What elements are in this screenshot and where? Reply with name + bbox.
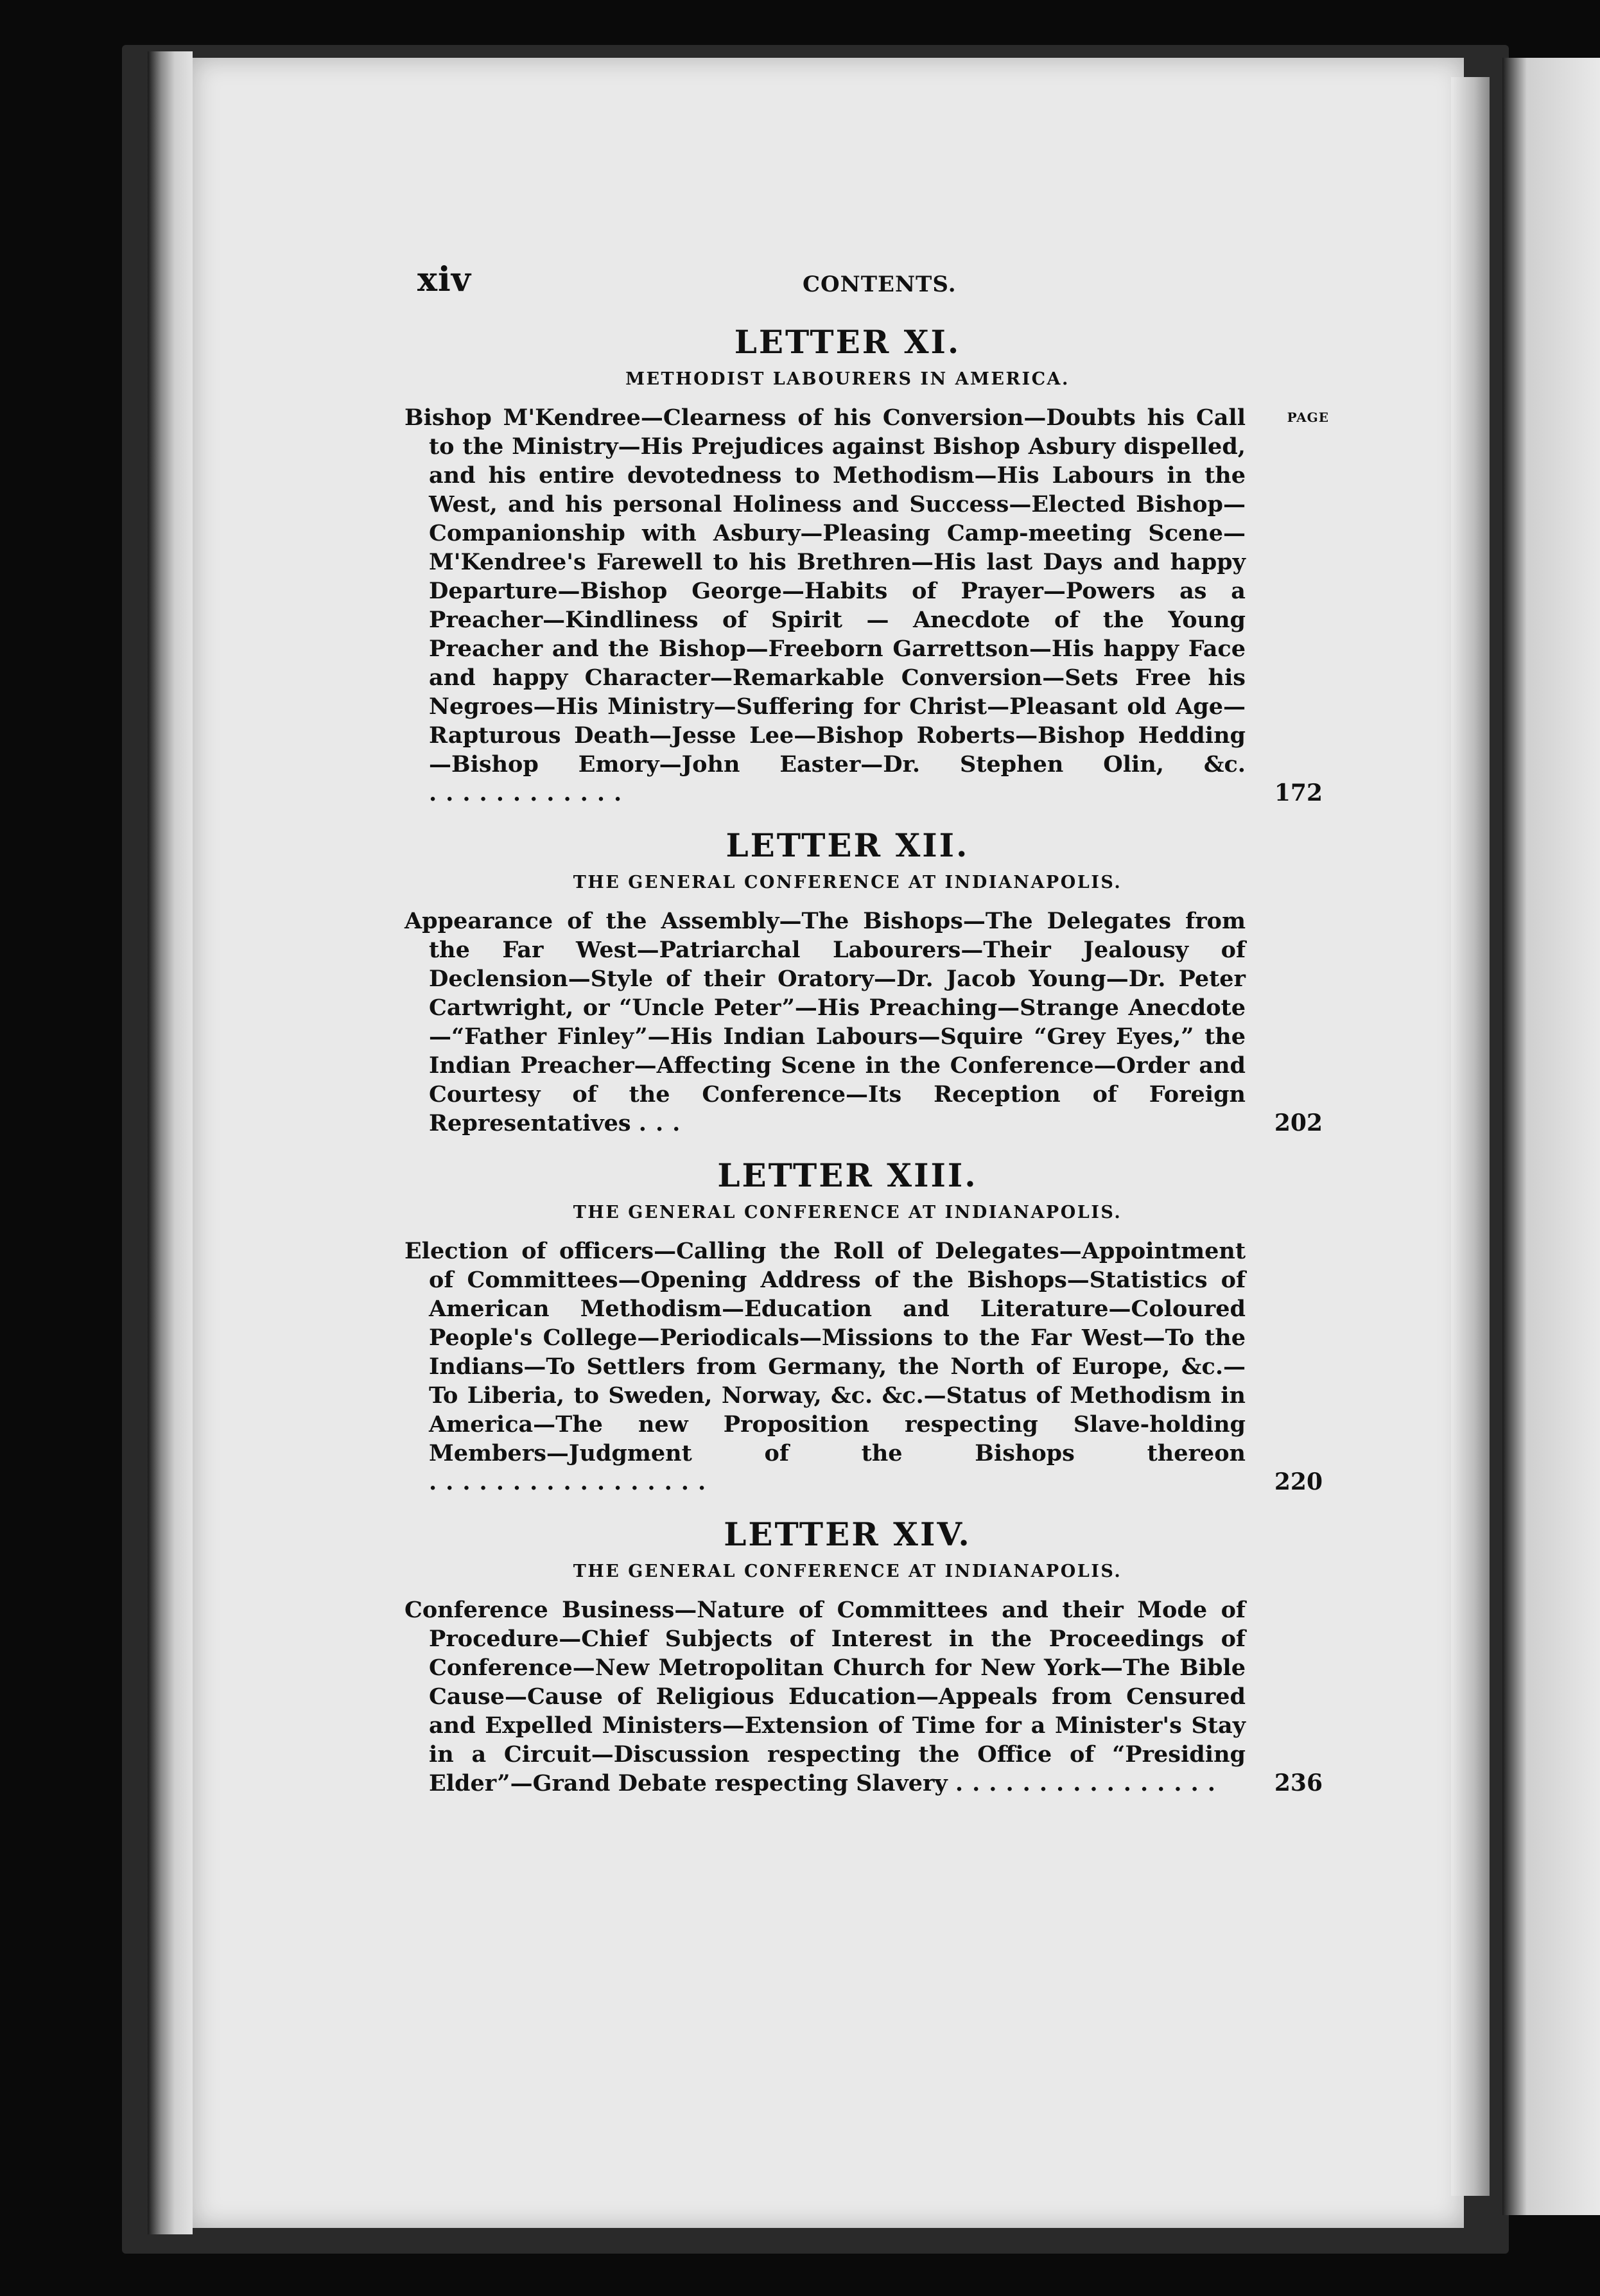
page-number: 202 [1274,1109,1323,1136]
letter-title: LETTER XI. [734,323,961,361]
letter-subtitle: THE GENERAL CONFERENCE AT INDIANAPOLIS. [573,873,1122,892]
letter-subtitle: METHODIST LABOURERS IN AMERICA. [625,369,1070,389]
page-spine-edge [148,51,193,2234]
summary-text: Appearance of the Assembly—The Bishops—The Delegates from the Far West—Patriarchal Labourers—Their Jealousy of Declension—Style of their Oratory—Dr. Jacob Young—Dr. Peter Cartwright, or “Uncle Peter”—His Preaching—Strange Anecdote—“Father Finley”—His Indian Labours—Squire “Grey Eyes,” the Indian Preacher—Affecting Scene in the Conference—Order and Courtesy of the Conference—Its Reception of Foreign Representatives [404,908,1246,1136]
page-number: 220 [1274,1468,1323,1495]
letter-subtitle: THE GENERAL CONFERENCE AT INDIANAPOLIS. [573,1561,1122,1581]
page-number: 172 [1274,779,1323,806]
contents-entry-letter-xiv [404,1513,1323,1798]
page-gutter-shadow [1451,77,1490,2196]
letter-summary [404,1596,1323,1798]
page-number: 236 [1274,1770,1323,1796]
letter-summary [404,1237,1323,1497]
running-title: CONTENTS. [803,272,957,297]
contents-entry-letter-xiii [404,1154,1323,1497]
contents-entry-letter-xii [404,824,1323,1138]
leader-dots: ................ [955,1770,1224,1796]
page-column-label: PAGE [1287,410,1329,425]
summary-text: Conference Business—Nature of Committees and their Mode of Procedure—Chief Subjects of Interest in the Proceedings of Conference—New Metropolitan Church for New York—The Bible Cause—Cause of Religious Education—Appeals from Censured and Expelled Ministers—Extension of Time for a Minister's Stay in a Circuit—Discussion respecting the Office of “Presiding Elder”—Grand Debate respecting Slavery [404,1597,1246,1796]
summary-text: Election of officers—Calling the Roll of Delegates—Appointment of Committees—Opening Address of the Bishops—Statistics of American Methodism—Education and Literature—Coloured People's College—Periodicals—Missions to the Far West—To the Indians—To Settlers from Germany, the North of Europe, &c.—To Liberia, to Sweden, Norway, &c. &c.—Status of Methodism in America—The new Proposition respecting Slave-holding Members—Judgment of the Bishops thereon [404,1238,1246,1466]
facing-page-edge [1502,58,1600,2215]
letter-subtitle: THE GENERAL CONFERENCE AT INDIANAPOLIS. [573,1203,1122,1222]
page-header [417,260,1284,305]
letter-summary [404,907,1323,1138]
leader-dots: ............ [429,780,631,806]
page-folio: xiv [417,260,471,299]
letter-title: LETTER XII. [726,826,970,864]
letter-title: LETTER XIV. [724,1515,971,1553]
contents-entry-letter-xi [404,321,1329,808]
summary-text: Bishop M'Kendree—Clearness of his Conversion—Doubts his Call to the Ministry—His Prejudices against Bishop Asbury dispelled, and his entire devotedness to Methodism—His Labours in the West, and his personal Holiness and Success—Elected Bishop—Companionship with Asbury—Pleasing Camp-meeting Scene—M'Kendree's Farewell to his Brethren—His last Days and happy Departure—Bishop George—Habits of Prayer—Powers as a Preacher—Kindliness of Spirit — Anecdote of the Young Preacher and the Bishop—Freeborn Garrettson—His happy Face and happy Character—Remarkable Conversion—Sets Free his Negroes—His Ministry—Suffering for Christ—Pleasant old Age—Rapturous Death—Jesse Lee—Bishop Roberts—Bishop Hedding—Bishop Emory—John Easter—Dr. Stephen Olin, &c. [404,404,1246,778]
leader-dots: ................. [429,1469,715,1495]
contents-list [404,321,1329,1798]
letter-title: LETTER XIII. [717,1156,978,1194]
leader-dots: ... [638,1110,690,1136]
